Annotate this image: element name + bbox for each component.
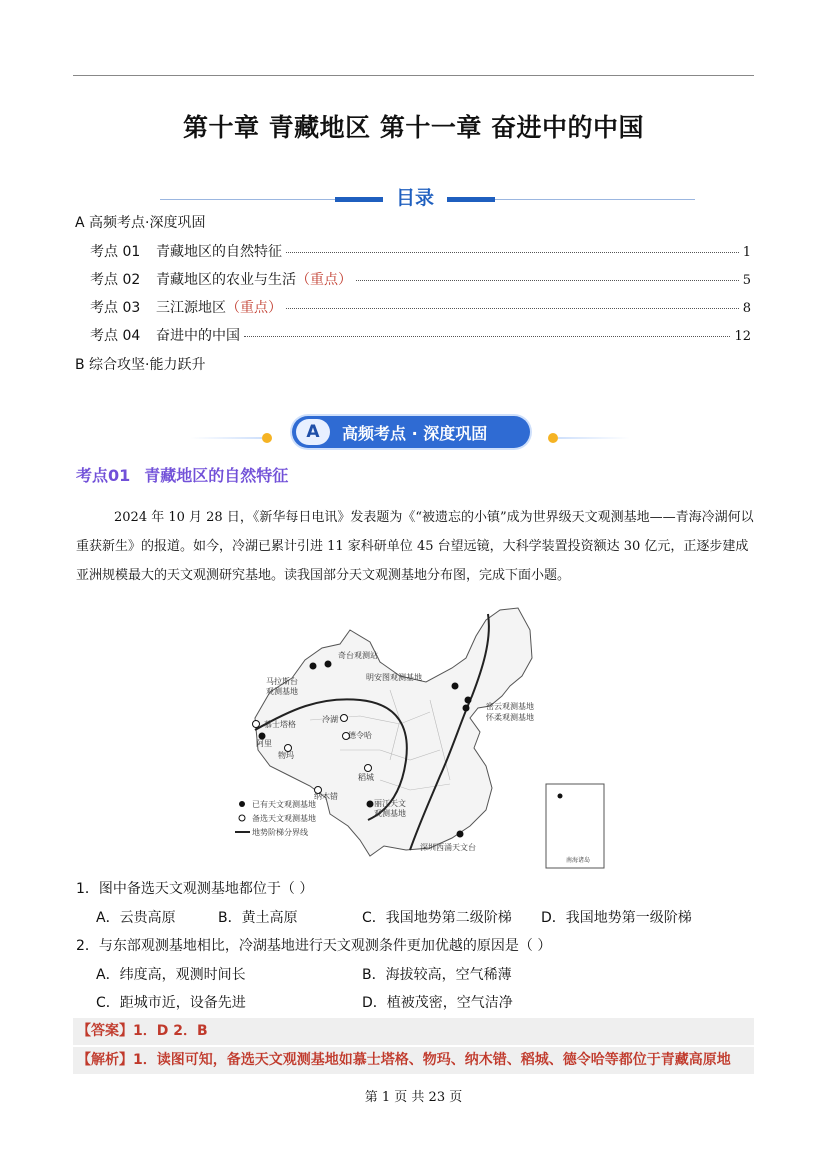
banner-dot-right [548, 433, 558, 443]
map-label: 物玛 [278, 751, 294, 760]
map-label: 丽江天文 [374, 799, 406, 808]
toc-leader [286, 252, 739, 253]
banner-line-right [558, 437, 630, 439]
toc-item-tag: （重点） [296, 272, 352, 288]
map-label: 德令哈 [348, 731, 372, 740]
map-label: 怀柔观测基地 [486, 713, 534, 722]
toc-item-3[interactable] [90, 297, 751, 317]
legend-existing: 已有天文观测基地 [252, 800, 316, 809]
legend-step-line: 地势阶梯分界线 [252, 828, 308, 837]
map-label: 深圳西涌天文台 [420, 843, 476, 852]
map-label: 观测基地 [374, 809, 406, 818]
toc-item-page: 5 [742, 273, 751, 288]
map-label: 奇台观测站 [338, 651, 378, 660]
banner-letter: A [296, 419, 330, 445]
inset-label: 南海诸岛 [566, 857, 591, 864]
toc-divider-left [160, 199, 335, 200]
map-label: 观测基地 [266, 687, 298, 696]
map-label: 明安图观测基地 [366, 673, 422, 682]
q1-option-d[interactable]: D．我国地势第一级阶梯 [541, 910, 692, 926]
map-label: 冷湖 [322, 715, 338, 724]
q2-option-b[interactable]: B．海拔较高，空气稀薄 [362, 967, 512, 983]
map-label: 马拉斯台 [266, 677, 298, 686]
south-china-sea-inset [546, 784, 604, 868]
toc-leader [244, 336, 730, 337]
q1-option-a[interactable]: A．云贵高原 [96, 910, 176, 926]
toc-item-page: 1 [742, 245, 751, 260]
map-label: 阿里 [256, 739, 272, 748]
section-title: 青藏地区的自然特征 [144, 466, 289, 485]
question-1-stem: 1．图中备选天文观测基地都位于（ ） [76, 881, 314, 897]
banner-label: 高频考点 · 深度巩固 [342, 424, 488, 443]
banner-line-left [190, 437, 262, 439]
map-label: 稻城 [358, 773, 374, 782]
toc-item-4[interactable] [90, 325, 751, 345]
answer-block [73, 1018, 754, 1045]
intro-paragraph: 2024 年 10 月 28 日，《新华每日电讯》发表题为《“被遗忘的小镇”成为世界级天文观测基地——青海冷湖何以重获新生》的报道。如今，冷湖已累计引进 11 家科研单位 45 台望远镜，大科学装置投资额达 30 亿元，正逐步建成亚洲规模最大的天文观测研究基地。读我国部分天文观测基地分布图，完成下面小题。 [76, 510, 754, 583]
question-2-stem: 2．与东部观测基地相比，冷湖基地进行天文观测条件更加优越的原因是（ ） [76, 938, 552, 954]
page-title: 第十章 青藏地区 第十一章 奋进中的中国 [182, 113, 645, 142]
toc-leader [356, 280, 739, 281]
answer-label: 【答案】 [77, 1023, 133, 1039]
toc-item-1[interactable] [90, 241, 751, 261]
toc-category-b[interactable]: B 综合攻坚·能力跃升 [75, 357, 206, 373]
q2-option-c[interactable]: C．距城市近，设备先进 [96, 995, 246, 1011]
toc-divider-right [495, 199, 695, 200]
legend-candidate: 备选天文观测基地 [252, 814, 316, 823]
map-label: 纳木错 [314, 792, 338, 801]
toc-heading-text: 目录 [395, 187, 434, 209]
toc-heading [335, 183, 495, 210]
toc-item-page: 8 [742, 301, 751, 316]
answer-text: 1．D 2．B [133, 1023, 208, 1039]
map-label: 慕士塔格 [264, 720, 296, 729]
page-footer: 第 1 页 共 23 页 [364, 1090, 463, 1105]
toc-item-title: 青藏地区的农业与生活 [156, 272, 296, 288]
analysis-block [73, 1047, 754, 1074]
q2-option-d[interactable]: D．植被茂密，空气洁净 [362, 995, 513, 1011]
toc-item-tag: （重点） [226, 300, 282, 316]
toc-item-key: 考点 04 [90, 328, 141, 344]
toc-item-key: 考点 01 [90, 244, 141, 260]
toc-category-a[interactable]: A 高频考点·深度巩固 [75, 215, 206, 231]
analysis-text: 1．读图可知，备选天文观测基地如慕士塔格、物玛、纳木错、稻城、德令哈等都位于青藏高原地 [133, 1052, 731, 1068]
toc-item-title: 奋进中的中国 [156, 328, 240, 344]
toc-item-2[interactable] [90, 269, 751, 289]
map-legend [235, 799, 316, 837]
section-key: 考点01 [76, 466, 131, 485]
toc-item-key: 考点 02 [90, 272, 141, 288]
banner-dot-left [262, 433, 272, 443]
q2-option-a[interactable]: A．纬度高，观测时间长 [96, 967, 246, 983]
toc-leader [286, 308, 739, 309]
q1-option-b[interactable]: B．黄土高原 [218, 910, 298, 926]
toc-item-title: 青藏地区的自然特征 [156, 244, 282, 260]
toc-item-key: 考点 03 [90, 300, 141, 316]
analysis-label: 【解析】 [77, 1052, 133, 1068]
china-observatory-map [230, 600, 610, 872]
toc-item-title: 三江源地区 [156, 300, 226, 316]
section-heading [76, 463, 288, 486]
header-rule [73, 75, 754, 76]
toc-item-page: 12 [734, 329, 751, 344]
map-label: 密云观测基地 [486, 702, 534, 711]
section-banner [292, 416, 530, 448]
q1-option-c[interactable]: C．我国地势第二级阶梯 [362, 910, 512, 926]
